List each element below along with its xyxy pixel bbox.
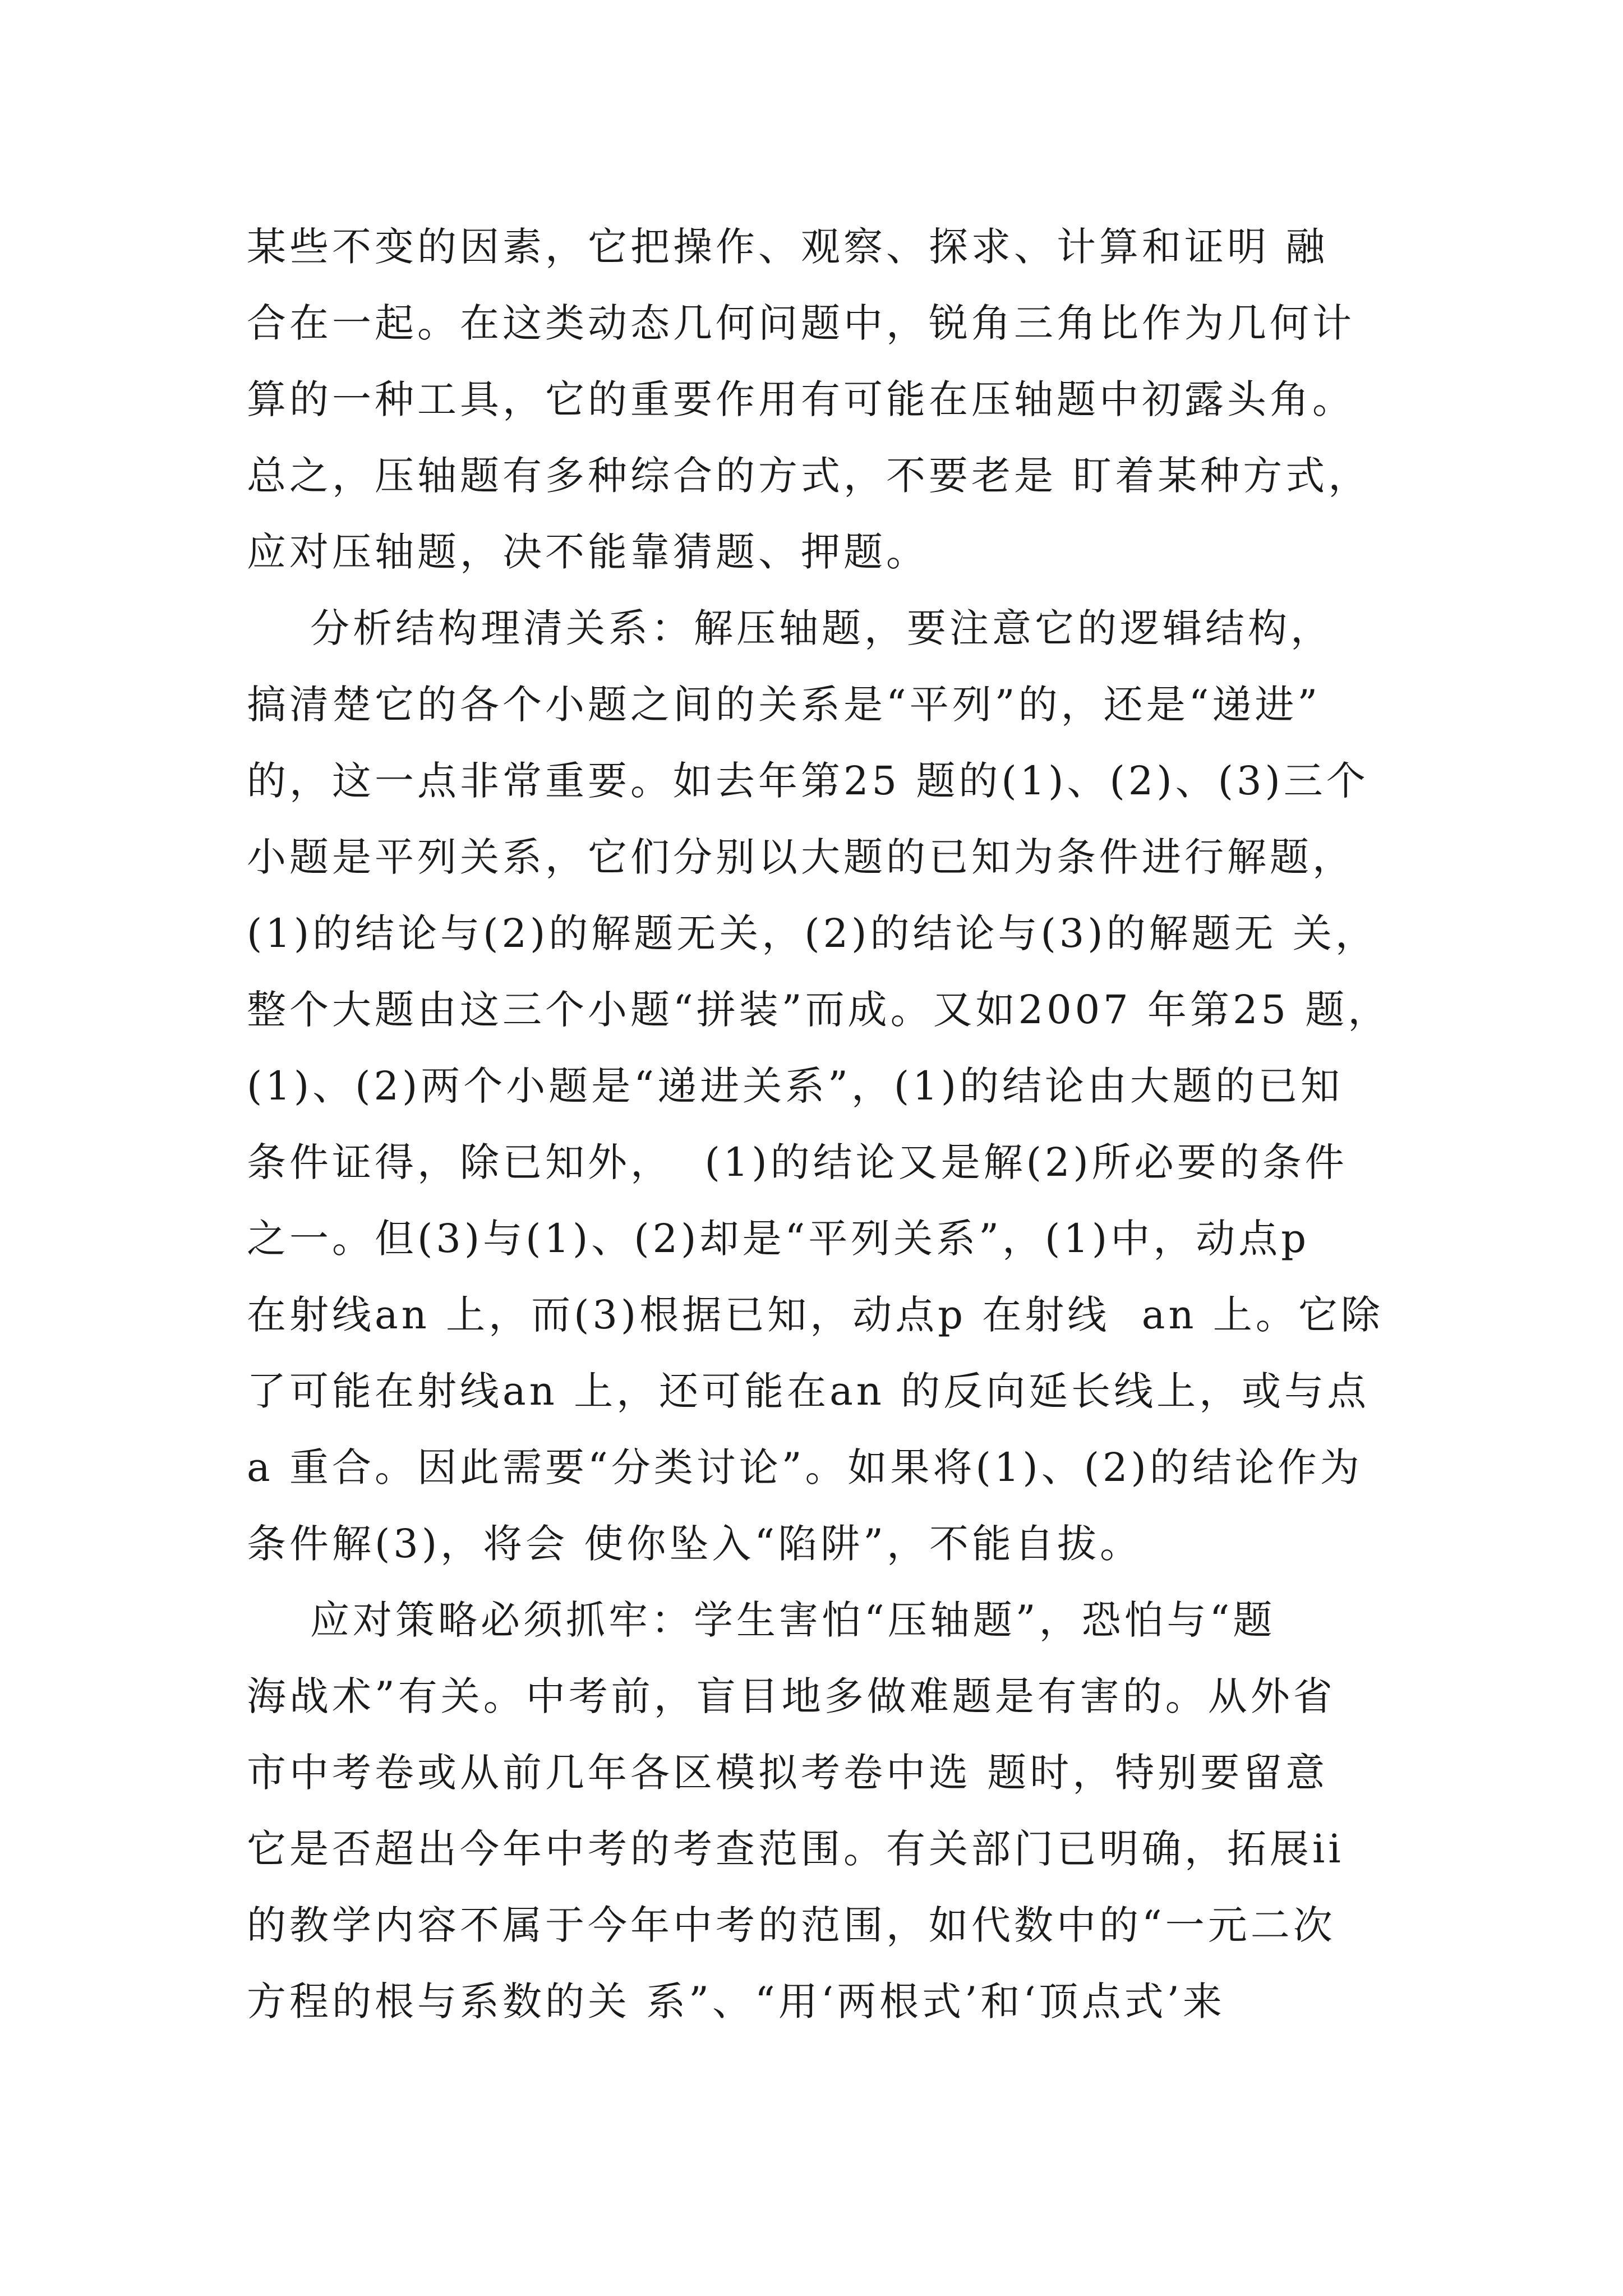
- text-line: 它是否超出今年中考的考查范围。有关部门已明确，拓展ii: [247, 1826, 1344, 1872]
- text-line: 应对压轴题，决不能靠猜题、押题。: [247, 529, 929, 575]
- text-line: 整个大题由这三个小题“拼装”而成。又如2007 年第25 题，: [247, 987, 1391, 1033]
- text-line: 应对策略必须抓牢：学生害怕“压轴题”，恐怕与“题: [247, 1597, 1276, 1643]
- text-line: 条件解(3)，将会 使你坠入“陷阱”，不能自拔。: [247, 1521, 1142, 1567]
- text-line: 小题是平列关系，它们分别以大题的已知为条件进行解题，: [247, 834, 1355, 880]
- text-line: 的，这一点非常重要。如去年第25 题的(1)、(2)、(3)三个: [247, 758, 1369, 804]
- text-line: 之一。但(3)与(1)、(2)却是“平列关系”，(1)中，动点p: [247, 1216, 1310, 1262]
- text-line: (1)、(2)两个小题是“递进关系”，(1)的结论由大题的已知: [247, 1063, 1344, 1109]
- text-line: 海战术”有关。中考前，盲目地多做难题是有害的。从外省: [247, 1673, 1336, 1719]
- text-line: 条件证得，除已知外， (1)的结论又是解(2)所必要的条件: [247, 1139, 1348, 1185]
- text-line: 市中考卷或从前几年各区模拟考卷中选 题时，特别要留意: [247, 1750, 1329, 1796]
- text-line: 算的一种工具，它的重要作用有可能在压轴题中初露头角。: [247, 376, 1355, 422]
- text-line: 总之，压轴题有多种综合的方式，不要老是 盯着某种方式，: [247, 453, 1371, 499]
- text-line: a 重合。因此需要“分类讨论”。如果将(1)、(2)的结论作为: [247, 1444, 1363, 1490]
- text-line: 合在一起。在这类动态几何问题中，锐角三角比作为几何计: [247, 300, 1355, 346]
- text-line: 的教学内容不属于今年中考的范围，如代数中的“一元二次: [247, 1902, 1336, 1948]
- body-text: [247, 209, 1391, 2040]
- text-line: 搞清楚它的各个小题之间的关系是“平列”的，还是“递进”: [247, 682, 1321, 728]
- text-line: (1)的结论与(2)的解题无关，(2)的结论与(3)的解题无 关，: [247, 910, 1378, 956]
- text-line: 了可能在射线an 上，还可能在an 的反向延长线上，或与点: [247, 1368, 1370, 1414]
- text-line: 方程的根与系数的关 系”、“用‘两根式’和‘顶点式’来: [247, 1978, 1225, 2024]
- text-line: 某些不变的因素，它把操作、观察、探求、计算和证明 融: [247, 224, 1329, 270]
- text-line: 分析结构理清关系：解压轴题，要注意它的逻辑结构，: [247, 605, 1334, 651]
- text-line: 在射线an 上，而(3)根据已知，动点p 在射线 an 上。它除: [247, 1292, 1384, 1338]
